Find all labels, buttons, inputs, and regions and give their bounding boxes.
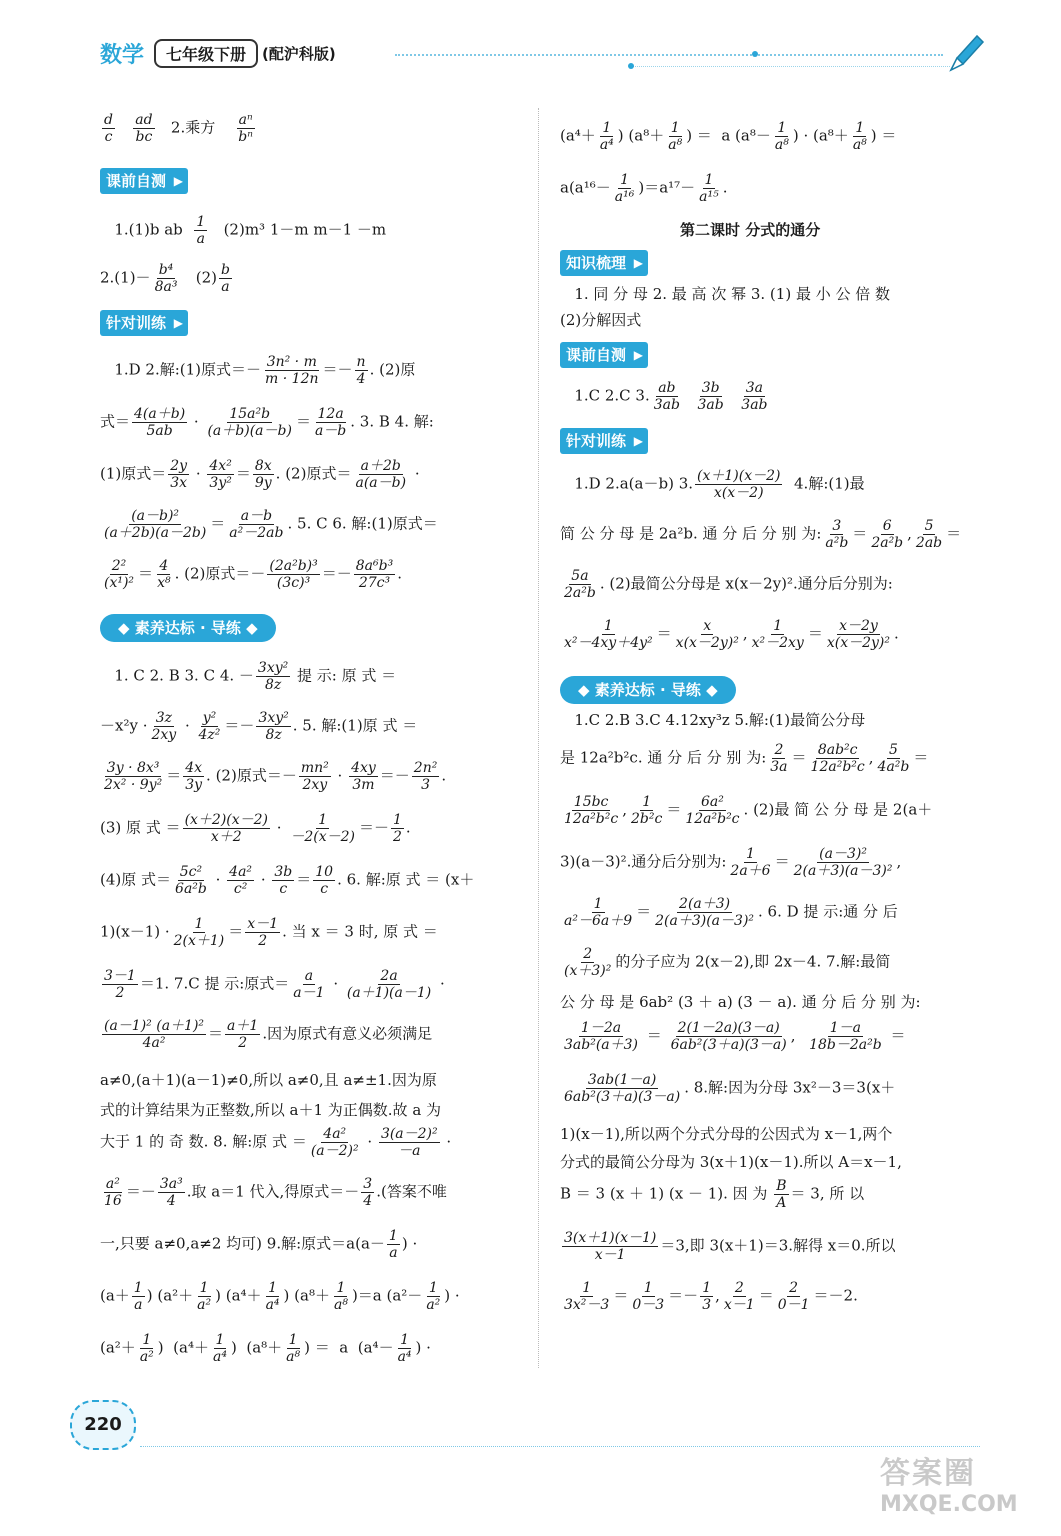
page-header: [100, 36, 336, 70]
section-pill-literacy: ◆ 素养达标 · 导练 ◆: [560, 676, 736, 704]
page-number: 220: [70, 1400, 136, 1450]
header-rule: [395, 54, 943, 56]
answer-line: (4)原 式＝ $\frac{\text{5c²}}{\text{6a²b}}$ · $\frac{\text{4a²}}{\text{c²}}$ · $\frac{3b}{c}$ ＝ $\frac{10}{c}$ . 6. 解:原 式 ＝ (x＋: [100, 864, 475, 897]
answer-line: (a²＋ $\frac{1}{\text{a²}}$ ) (a⁴＋ $\frac{1}{\text{a⁴}}$ ) (a⁸＋ $\frac{1}{\text{a⁸}}$ ) ＝ a (a⁴－ $\frac{1}{\text{a⁴}}$ ) ·: [100, 1332, 431, 1365]
section-badge-review: 知识梳理 ▶: [560, 250, 648, 276]
answer-line: $\frac{\text{(a－1)² (a＋1)²}}{\text{4a²}}$ ＝ $\frac{a+1}{2}$ .因为原式有意义必须满足: [104, 1018, 433, 1051]
answer-line: $\frac{1}{\text{3x²－3}}$ ＝ $\frac{1}{0-3}$ ＝－ $\frac{1}{3}$ , $\frac{2}{x-1}$ ＝ $\frac{2}{0-1}$ ＝－2.: [564, 1280, 858, 1313]
answer-line: 公 分 母 是 6ab² (3 ＋ a) (3 － a). 通 分 后 分 别 为:: [560, 993, 921, 1011]
section-badge-practice: 针对训练 ▶: [560, 428, 648, 454]
answer-line: $\frac{15bc}{\text{12a²b²c}}$ , $\frac{1}{\text{2b²c}}$ ＝ $\frac{\text{6a²}}{\text{12a²b²c}}$ . (2)最 简 公 分 母 是 2(a＋: [564, 794, 933, 827]
answer-line: 1. C 2. B 3. C 4. － $\frac{\text{3xy²}}{8z}$ 提 示: 原 式 ＝: [114, 660, 397, 693]
answer-line: (a＋ $\frac{1}{a}$ ) (a²＋ $\frac{1}{\text{a²}}$ ) (a⁴＋ $\frac{1}{\text{a⁴}}$ ) (a⁸＋ $\frac{1}{\text{a⁸}}$ )＝a (a²－ $\frac{1}{\text{a²}}$ ) ·: [100, 1280, 460, 1313]
answer-line: 是 12a²b²c. 通 分 后 分 别 为: $\frac{2}{3a}$ ＝ $\frac{\text{8ab²c}}{\text{12a²b²c}}$ , $\frac{5}{\text{4a²b}}$ ＝: [560, 742, 929, 775]
answer-line: $\frac{1}{\text{x²－4xy＋4y²}}$ ＝ $\frac{x}{\text{x(x－2y)²}}$ , $\frac{1}{\text{x²－2xy}}$ ＝ $\frac{x-2y}{\text{x(x－2y)²}}$ .: [564, 618, 899, 651]
watermark: [880, 1448, 1055, 1528]
watermark-url: MXQE.COM: [880, 1492, 1018, 1517]
answer-line: (a⁴＋ $\frac{1}{\text{a⁴}}$ ) (a⁸＋ $\frac{1}{\text{a⁸}}$ ) ＝ a (a⁸－ $\frac{1}{\text{a⁸}}$ ) · (a⁸＋ $\frac{1}{\text{a⁸}}$ ) ＝: [560, 120, 897, 153]
answer-line: $\frac{2}{\text{(x＋3)²}}$ 的分子应为 2(x－2),即 2x－4. 7.解:最简: [564, 946, 891, 979]
watermark-text: 答案圈: [880, 1456, 976, 1491]
subject-label: 数学: [100, 42, 145, 68]
answer-line: a≠0,(a＋1)(a－1)≠0,所以 a≠0,且 a≠±1.因为原: [100, 1071, 437, 1089]
answer-line: 3)(a－3)².通分后分别为: $\frac{1}{2a+6}$ ＝ $\frac{\text{(a－3)²}}{\text{2(a＋3)(a－3)²}}$ ,: [560, 846, 902, 879]
lesson-title: 第二课时 分式的通分: [680, 221, 821, 239]
answer-line: $\frac{\text{3y · 8x³}}{\text{2x² · 9y²}}$ ＝ $\frac{4x}{3y}$ . (2)原式＝－ $\frac{\text{mn²}}{2xy}$ · $\frac{4xy}{3m}$ ＝－ $\frac{\text{2n²}}{3}$ .: [104, 760, 447, 793]
answer-line: 1. 同 分 母 2. 最 高 次 幂 3. (1) 最 小 公 倍 数: [574, 285, 891, 303]
footer-rule: [140, 1446, 980, 1447]
pen-icon: [945, 30, 985, 74]
answer-line: 1.(1)b ab $\frac{1}{a}$ (2)m³ 1－m m－1 －m: [114, 214, 387, 247]
answer-line: 1.D 2.a(a－b) 3. $\frac{(x+1)(x-2)}{x(x-2)}$ 4.解:(1)最: [574, 468, 865, 501]
answer-line: $\frac{\text{2²}}{\text{(x¹)²}}$ ＝ $\frac{4}{\text{x⁸}}$ . (2)原式＝－ $\frac{\text{(2a²b)³}}{\text{(3c)³}}$ ＝－ $\frac{\text{8a⁶b³}}{\text{27c³}}$ .: [104, 558, 402, 591]
header-dot: [628, 63, 634, 69]
answer-line: a(a¹⁶－ $\frac{1}{\text{a¹⁶}}$ )＝a¹⁷－ $\frac{1}{\text{a¹⁵}}$ .: [560, 172, 728, 205]
answer-line: $\frac{3-1}{2}$ ＝1. 7.C 提 示:原式＝ $\frac{a}{a-1}$ · $\frac{2a}{(a+1)(a-1)}$ ·: [104, 968, 445, 1001]
answer-line: 大于 1 的 奇 数. 8. 解:原 式 ＝ $\frac{\text{4a²}}{\text{(a－2)²}}$ · $\frac{\text{3(a－2)²}}{-a}$ ·: [100, 1126, 452, 1159]
answer-line: －x²y · $\frac{3z}{2xy}$ · $\frac{\text{y²}}{\text{4z²}}$ ＝－ $\frac{\text{3xy²}}{8z}$ . 5. 解:(1)原 式 ＝: [100, 710, 418, 743]
answer-line: 式的计算结果为正整数,所以 a＋1 为正偶数.故 a 为: [100, 1101, 442, 1119]
answer-line: 1)(x－1) · $\frac{1}{2(x+1)}$ ＝ $\frac{x-1}{2}$ . 当 x ＝ 3 时, 原 式 ＝: [100, 916, 438, 949]
answer-line: $\frac{\text{a²}}{16}$ ＝－ $\frac{\text{3a³}}{4}$ .取 a＝1 代入,得原式＝－ $\frac{3}{4}$ .(答案不唯: [104, 1176, 447, 1209]
answer-line: (2)分解因式: [560, 311, 642, 329]
answer-line: (1)原式＝ $\frac{2y}{3x}$ · $\frac{\text{4x²}}{\text{3y²}}$ ＝ $\frac{8x}{9y}$ . (2)原式＝ $\frac{a+2b}{a(a-b)}$ ·: [100, 458, 420, 491]
answer-line: 1.C 2.B 3.C 4.12xy³z 5.解:(1)最简公分母: [574, 711, 866, 729]
answer-line: 简 公 分 母 是 2a²b. 通 分 后 分 别 为: $\frac{3}{\text{a²b}}$ ＝ $\frac{6}{\text{2a²b}}$ , $\frac{5}{2ab}$ ＝: [560, 518, 962, 551]
grade-label: 七年级下册: [154, 39, 258, 68]
edition-label: (配沪科版): [262, 44, 336, 63]
answer-line: $\frac{3(x+1)(x-1)}{x-1}$ ＝3,即 3(x＋1)＝3.解得 x＝0.所以: [564, 1230, 896, 1263]
column-divider: [538, 108, 539, 1368]
answer-line: 1.C 2.C 3. $\frac{ab}{3ab}$ $\frac{3b}{3ab}$ $\frac{3a}{3ab}$: [574, 380, 768, 413]
answer-line: $\frac{\text{(a－b)²}}{(a+2b)(a-2b)}$ ＝ $\frac{a-b}{\text{a²－2ab}}$ . 5. C 6. 解:(1)原式＝: [104, 508, 438, 541]
header-rule-2: [630, 66, 950, 67]
section-badge-preview: 课前自测 ▶: [560, 342, 648, 368]
answer-line: (3) 原 式 ＝ $\frac{(x+2)(x-2)}{x+2}$ · $\frac{1}{-2(x-2)}$ ＝－ $\frac{1}{2}$ .: [100, 812, 411, 845]
answer-line: B ＝ 3 (x ＋ 1) (x － 1). 因 为 $\frac{B}{A}$ ＝ 3, 所 以: [560, 1178, 865, 1211]
answer-line: 式＝ $\frac{4(a+b)}{5ab}$ · $\frac{\text{15a²b}}{(a+b)(a-b)}$ ＝ $\frac{12a}{a-b}$ . 3. B 4. 解:: [100, 406, 434, 439]
answer-line: $\frac{5a}{\text{2a²b}}$ . (2)最简公分母是 x(x－2y)².通分后分别为:: [564, 568, 893, 601]
answer-line: 分式的最简公分母为 3(x＋1)(x－1).所以 A＝x－1,: [560, 1153, 902, 1171]
answer-line: $\frac{1}{\text{a²－6a＋9}}$ ＝ $\frac{2(a+3)}{\text{2(a＋3)(a－3)²}}$ . 6. D 提 示:通 分 后: [564, 896, 898, 929]
header-dot: [752, 51, 758, 57]
answer-line: $\frac{d}{c}$ $\frac{ad}{bc}$ 2.乘方 $\frac{\text{aⁿ}}{\text{bⁿ}}$: [104, 112, 253, 145]
answer-line: 1)(x－1),所以两个分式分母的公因式为 x－1,两个: [560, 1125, 893, 1143]
section-badge-practice: 针对训练 ▶: [100, 310, 188, 336]
answer-line: 一,只要 a≠0,a≠2 均可) 9.解:原式＝a(a－ $\frac{1}{a}$ ) ·: [100, 1228, 418, 1261]
section-badge-preview: 课前自测 ▶: [100, 168, 188, 194]
section-pill-literacy: ◆ 素养达标 · 导练 ◆: [100, 614, 276, 642]
answer-line: 1.D 2.解:(1)原式＝－ $\frac{\text{3n² · m}}{m \cdot 12n}$ ＝－ $\frac{n}{4}$ . (2)原: [114, 354, 416, 387]
answer-line: $\frac{1-2a}{\text{3ab²(a＋3)}}$ ＝ $\frac{2(1-2a)(3-a)}{\text{6ab²(3＋a)(3－a)}}$ , $\frac{1-a}{\text{18b－2a²b}}$ ＝: [564, 1020, 906, 1053]
answer-line: 2.(1)－ $\frac{\text{b⁴}}{\text{8a³}}$ (2) $\frac{b}{a}$: [100, 262, 230, 295]
answer-line: $\frac{3ab(1-a)}{\text{6ab²(3＋a)(3－a)}}$ . 8.解:因为分母 3x²－3＝3(x＋: [564, 1072, 896, 1105]
